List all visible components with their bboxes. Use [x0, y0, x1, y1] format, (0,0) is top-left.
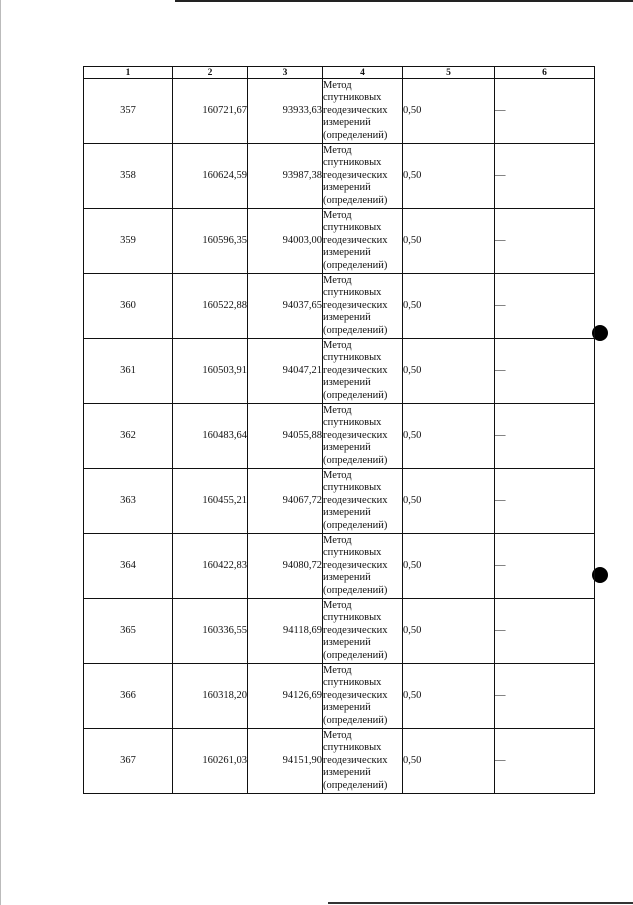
- y-coordinate-cell: 94080,72: [248, 534, 323, 599]
- method-text-line: измерений: [323, 637, 371, 649]
- note-cell: —: [495, 274, 595, 339]
- method-text-line: измерений: [323, 377, 371, 389]
- x-coordinate-cell: 160624,59: [173, 144, 248, 209]
- table-row: [84, 404, 595, 469]
- y-coordinate-cell: 94003,00: [248, 209, 323, 274]
- accuracy-cell: 0,50: [403, 664, 495, 729]
- x-coordinate-cell: 160455,21: [173, 469, 248, 534]
- x-coordinate-cell: 160261,03: [173, 729, 248, 794]
- method-text-line: спутниковых: [323, 352, 382, 364]
- x-coordinate-cell: 160318,20: [173, 664, 248, 729]
- header-col-5: 5: [403, 67, 495, 79]
- method-text-line: спутниковых: [323, 612, 382, 624]
- x-coordinate-cell: 160596,35: [173, 209, 248, 274]
- method-text-line: спутниковых: [323, 92, 382, 104]
- method-text-line: измерений: [323, 702, 371, 714]
- note-cell: —: [495, 404, 595, 469]
- page-bottom-edge: [328, 902, 633, 904]
- table-row: [84, 79, 595, 144]
- accuracy-cell: 0,50: [403, 469, 495, 534]
- method-text-line: измерений: [323, 572, 371, 584]
- method-text-line: измерений: [323, 507, 371, 519]
- y-coordinate-cell: 94047,21: [248, 339, 323, 404]
- y-coordinate-cell: 94151,90: [248, 729, 323, 794]
- x-coordinate-cell: 160721,67: [173, 79, 248, 144]
- accuracy-cell: 0,50: [403, 274, 495, 339]
- x-coordinate-cell: 160336,55: [173, 599, 248, 664]
- method-cell: [323, 404, 403, 469]
- y-coordinate-cell: 94037,65: [248, 274, 323, 339]
- method-text-line: измерений: [323, 247, 371, 259]
- method-text-line: геодезических: [323, 234, 388, 246]
- note-cell: —: [495, 79, 595, 144]
- method-text-line: (определений): [323, 714, 388, 726]
- x-coordinate-cell: 160522,88: [173, 274, 248, 339]
- y-coordinate-cell: 94055,88: [248, 404, 323, 469]
- method-text-line: Метод: [323, 469, 352, 481]
- method-cell: [323, 664, 403, 729]
- header-col-4: 4: [323, 67, 403, 79]
- header-col-2: 2: [173, 67, 248, 79]
- note-cell: —: [495, 534, 595, 599]
- accuracy-cell: 0,50: [403, 79, 495, 144]
- method-text-line: (определений): [323, 389, 388, 401]
- accuracy-cell: 0,50: [403, 534, 495, 599]
- accuracy-cell: 0,50: [403, 144, 495, 209]
- method-text-line: (определений): [323, 129, 388, 141]
- table-header-row: [84, 67, 595, 79]
- method-cell: [323, 599, 403, 664]
- method-text-line: геодезических: [323, 429, 388, 441]
- point-number-cell: 367: [84, 729, 173, 794]
- method-cell: [323, 144, 403, 209]
- method-text-line: спутниковых: [323, 677, 382, 689]
- table-row: [84, 339, 595, 404]
- point-number-cell: 361: [84, 339, 173, 404]
- method-text-line: спутниковых: [323, 157, 382, 169]
- method-cell: [323, 79, 403, 144]
- header-col-1: 1: [84, 67, 173, 79]
- point-number-cell: 365: [84, 599, 173, 664]
- point-number-cell: 363: [84, 469, 173, 534]
- header-col-6: 6: [495, 67, 595, 79]
- method-text-line: спутниковых: [323, 742, 382, 754]
- table-row: [84, 534, 595, 599]
- method-text-line: спутниковых: [323, 482, 382, 494]
- method-text-line: спутниковых: [323, 417, 382, 429]
- note-cell: —: [495, 209, 595, 274]
- method-text-line: измерений: [323, 182, 371, 194]
- table-row: [84, 599, 595, 664]
- method-text-line: (определений): [323, 454, 388, 466]
- y-coordinate-cell: 93987,38: [248, 144, 323, 209]
- header-col-3: 3: [248, 67, 323, 79]
- method-text-line: (определений): [323, 194, 388, 206]
- accuracy-cell: 0,50: [403, 339, 495, 404]
- method-text-line: геодезических: [323, 104, 388, 116]
- method-text-line: (определений): [323, 519, 388, 531]
- method-text-line: Метод: [323, 209, 352, 221]
- method-text-line: измерений: [323, 767, 371, 779]
- method-text-line: спутниковых: [323, 222, 382, 234]
- point-number-cell: 358: [84, 144, 173, 209]
- method-text-line: измерений: [323, 117, 371, 129]
- method-cell: [323, 729, 403, 794]
- point-number-cell: 366: [84, 664, 173, 729]
- table-row: [84, 209, 595, 274]
- method-cell: [323, 534, 403, 599]
- method-text-line: измерений: [323, 312, 371, 324]
- method-text-line: Метод: [323, 599, 352, 611]
- accuracy-cell: 0,50: [403, 404, 495, 469]
- method-text-line: Метод: [323, 729, 352, 741]
- note-cell: —: [495, 729, 595, 794]
- method-text-line: геодезических: [323, 364, 388, 376]
- accuracy-cell: 0,50: [403, 729, 495, 794]
- point-number-cell: 360: [84, 274, 173, 339]
- accuracy-cell: 0,50: [403, 599, 495, 664]
- note-cell: —: [495, 599, 595, 664]
- point-number-cell: 364: [84, 534, 173, 599]
- method-text-line: геодезических: [323, 754, 388, 766]
- method-text-line: геодезических: [323, 299, 388, 311]
- method-text-line: Метод: [323, 339, 352, 351]
- method-text-line: измерений: [323, 442, 371, 454]
- table-body: [84, 79, 595, 794]
- method-cell: [323, 339, 403, 404]
- method-text-line: геодезических: [323, 559, 388, 571]
- method-text-line: геодезических: [323, 689, 388, 701]
- method-text-line: Метод: [323, 404, 352, 416]
- method-text-line: геодезических: [323, 494, 388, 506]
- method-cell: [323, 274, 403, 339]
- method-text-line: (определений): [323, 259, 388, 271]
- point-number-cell: 362: [84, 404, 173, 469]
- x-coordinate-cell: 160483,64: [173, 404, 248, 469]
- method-text-line: (определений): [323, 649, 388, 661]
- x-coordinate-cell: 160503,91: [173, 339, 248, 404]
- table-row: [84, 274, 595, 339]
- method-text-line: (определений): [323, 324, 388, 336]
- table-row: [84, 729, 595, 794]
- method-text-line: (определений): [323, 584, 388, 596]
- method-cell: [323, 209, 403, 274]
- table-row: [84, 664, 595, 729]
- note-cell: —: [495, 664, 595, 729]
- page-top-edge: [175, 0, 633, 2]
- coordinates-table: [83, 66, 595, 794]
- y-coordinate-cell: 93933,63: [248, 79, 323, 144]
- page-left-edge: [0, 0, 1, 905]
- note-cell: —: [495, 144, 595, 209]
- method-text-line: Метод: [323, 274, 352, 286]
- point-number-cell: 357: [84, 79, 173, 144]
- note-cell: —: [495, 469, 595, 534]
- method-text-line: (определений): [323, 779, 388, 791]
- method-text-line: Метод: [323, 144, 352, 156]
- method-text-line: Метод: [323, 534, 352, 546]
- table-row: [84, 469, 595, 534]
- note-cell: —: [495, 339, 595, 404]
- accuracy-cell: 0,50: [403, 209, 495, 274]
- method-text-line: геодезических: [323, 169, 388, 181]
- method-text-line: Метод: [323, 79, 352, 91]
- method-text-line: Метод: [323, 664, 352, 676]
- method-text-line: спутниковых: [323, 547, 382, 559]
- method-text-line: спутниковых: [323, 287, 382, 299]
- y-coordinate-cell: 94126,69: [248, 664, 323, 729]
- y-coordinate-cell: 94067,72: [248, 469, 323, 534]
- table-row: [84, 144, 595, 209]
- method-cell: [323, 469, 403, 534]
- x-coordinate-cell: 160422,83: [173, 534, 248, 599]
- method-text-line: геодезических: [323, 624, 388, 636]
- y-coordinate-cell: 94118,69: [248, 599, 323, 664]
- point-number-cell: 359: [84, 209, 173, 274]
